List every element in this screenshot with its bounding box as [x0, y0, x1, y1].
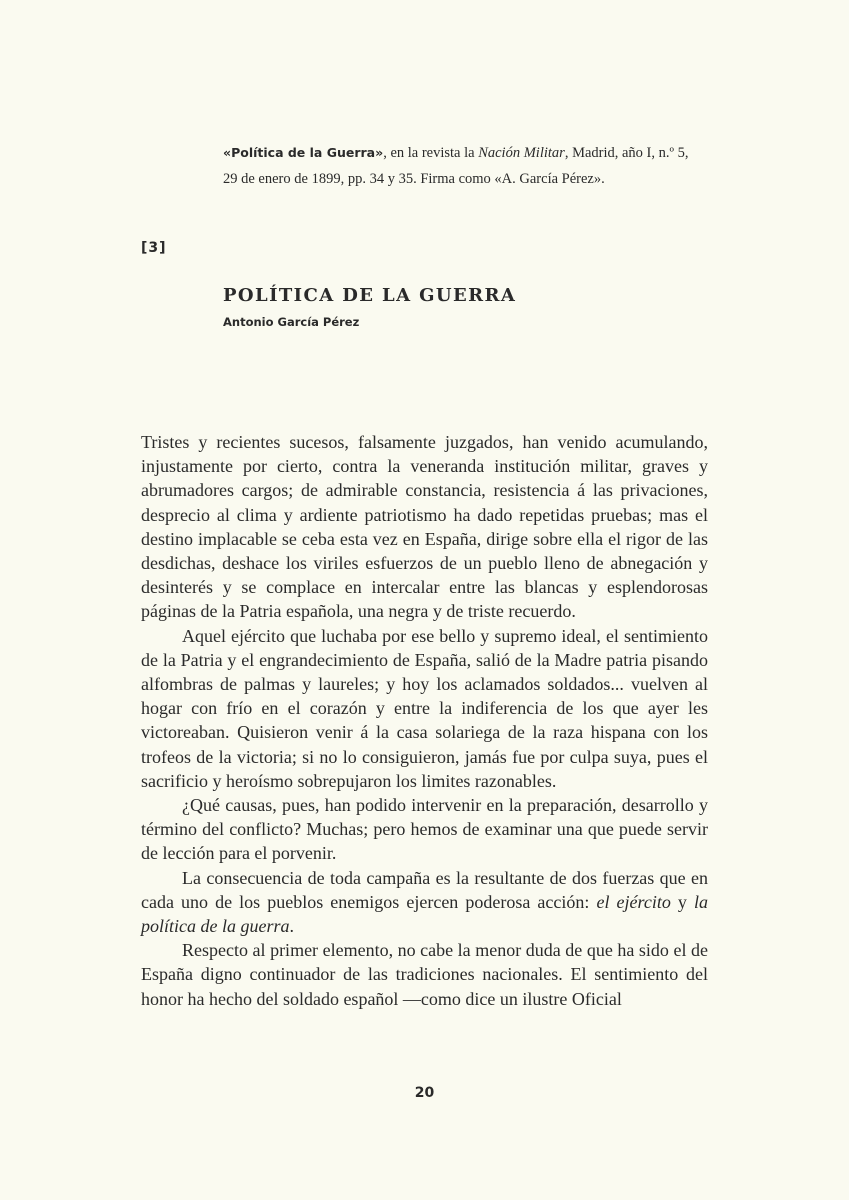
source-article-title: «Política de la Guerra» — [223, 145, 384, 160]
paragraph-4 — [141, 866, 708, 939]
paragraph-5: Respecto al primer elemento, no cabe la menor duda de que ha sido el de España digno continuador de las tradiciones nacionales. El sentimiento del honor ha hecho del soldado español —como dice un ilustre Oficial — [141, 940, 708, 1009]
source-note — [223, 140, 703, 192]
page-number: 20 — [414, 1085, 435, 1101]
source-journal-name: Nación Militar — [478, 145, 565, 161]
source-text-2: , Madrid, año I, n.º 5, 29 de enero de 1899, pp. 34 y 35. Firma como «A. García Pérez». — [223, 145, 689, 187]
document-number: [3] — [141, 240, 167, 256]
paragraph-4-italic-a: el ejército — [596, 891, 671, 912]
article-title: POLÍTICA DE LA GUERRA — [223, 285, 517, 306]
paragraph-2: Aquel ejército que luchaba por ese bello y supremo ideal, el sentimiento de la Patria y el engrandecimiento de España, salió de la Madre patria pisando alfombras de palmas y laureles; y hoy los aclamados soldados... vuelven al hogar con frío en el corazón y entre la indiferencia de los que ayer les victoreaban. Quisieron venir á la casa solariega de la raza hispana con los trofeos de la victoria; si no lo consiguieron, jamás fue por culpa suya, pues el sacrificio y heroísmo sobrepujaron los limites razonables. — [141, 625, 708, 791]
paragraph-4-text-a: La consecuencia de toda campaña es la resultante de dos fuerzas que en cada uno de los pueblos enemigos ejercen poderosa acción: — [141, 867, 708, 912]
article-author: Antonio García Pérez — [223, 315, 360, 329]
paragraph-1: Tristes y recientes sucesos, falsamente juzgados, han venido acumulando, injustamente por cierto, contra la veneranda institución militar, graves y abrumadores cargos; de admirable constancia, resistencia á las privaciones, desprecio al clima y ardiente patriotismo ha dado repetidas pruebas; mas el destino implacable se ceba esta vez en España, dirige sobre ella el rigor de las desdichas, deshace los viriles esfuerzos de un pueblo lleno de abnegación y desinterés y se complace en intercalar entre las blancas y esplendorosas páginas de la Patria española, una negra y de triste recuerdo. — [141, 432, 708, 622]
paragraph-4-text-c: . — [289, 916, 294, 937]
source-text-1: , en la revista la — [383, 145, 479, 161]
paragraph-3: ¿Qué causas, pues, han podido intervenir en la preparación, desarrollo y término del conflicto? Muchas; pero hemos de examinar una que puede servir de lección para el porvenir. — [141, 795, 708, 864]
paragraph-4-text-b: y — [670, 891, 694, 912]
article-body — [141, 430, 708, 1011]
paragraph-4-italic-b: la política de la guerra — [141, 891, 708, 937]
